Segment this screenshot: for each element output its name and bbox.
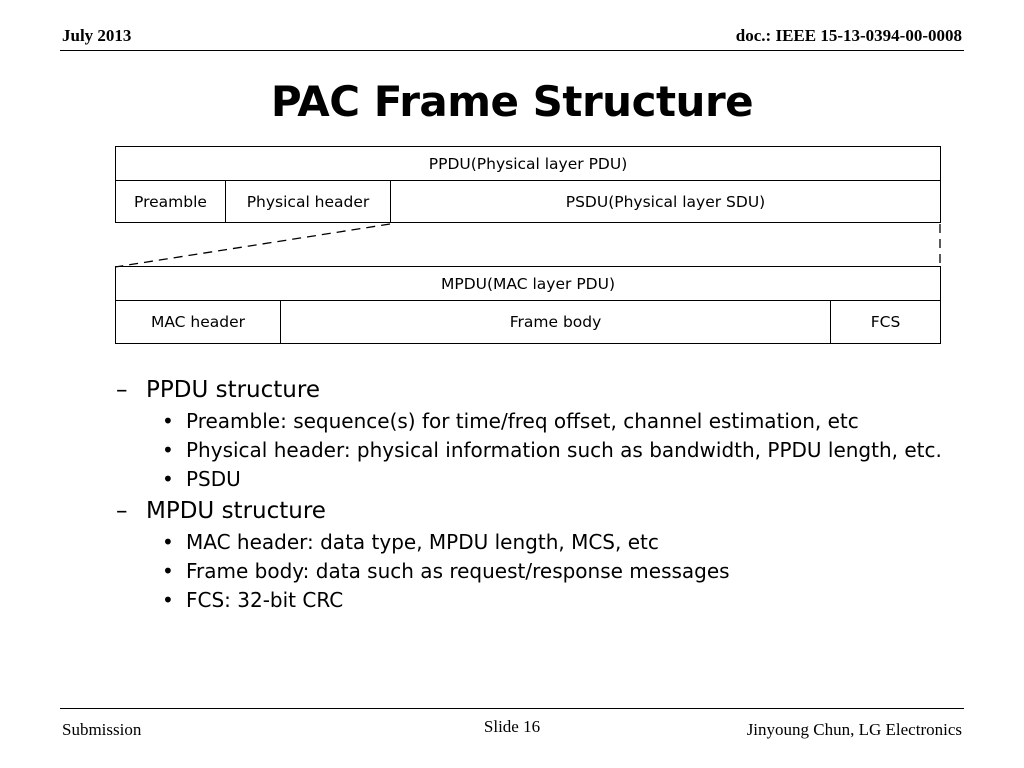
bullet-marker: • <box>162 588 174 612</box>
header-divider <box>60 50 964 51</box>
list-item-text: Physical header: physical information such as bandwidth, PPDU length, etc. <box>186 438 942 462</box>
left-dashed-connector <box>115 224 390 267</box>
mpdu-structure-text: MPDU structure <box>146 498 326 524</box>
bullet-marker: • <box>162 530 174 554</box>
slide-title: PAC Frame Structure <box>270 77 754 126</box>
list-item-text: FCS: 32-bit CRC <box>186 588 344 612</box>
list-item <box>162 530 956 555</box>
list-item-text: Preamble: sequence(s) for time/freq offset, channel estimation, etc <box>186 409 859 433</box>
preamble-box <box>115 180 226 223</box>
list-item <box>162 588 956 613</box>
ppdu-structure-text: PPDU structure <box>146 377 320 403</box>
bullet-marker: • <box>162 467 174 491</box>
fcs-box <box>830 300 941 344</box>
physical-header-label: Physical header <box>246 192 370 211</box>
footer-submission: Submission <box>62 720 142 739</box>
bullet-marker: • <box>162 409 174 433</box>
mpdu-structure-heading <box>116 498 956 524</box>
frame-body-label: Frame body <box>509 313 602 331</box>
psdu-label: PSDU(Physical layer SDU) <box>565 192 766 211</box>
ppdu-label: PPDU(Physical layer PDU) <box>428 154 628 173</box>
list-item <box>162 467 956 492</box>
mac-header-label: MAC header <box>150 313 246 331</box>
header-doc-id: doc.: IEEE 15-13-0394-00-0008 <box>735 26 962 45</box>
fcs-label: FCS <box>870 313 901 331</box>
preamble-label: Preamble <box>134 192 207 211</box>
dash-marker: – <box>116 498 128 524</box>
bullet-marker: • <box>162 438 174 462</box>
list-item-text: MAC header: data type, MPDU length, MCS, etc <box>186 530 659 554</box>
mac-header-box <box>115 300 281 344</box>
slide-number: Slide 16 <box>483 717 541 736</box>
bullet-marker: • <box>162 559 174 583</box>
ppdu-box <box>115 146 941 181</box>
list-item <box>162 438 956 463</box>
header-date: July 2013 <box>62 26 132 45</box>
list-item-text: PSDU <box>186 467 241 491</box>
bullet-list <box>116 377 956 617</box>
list-item <box>162 559 956 584</box>
mpdu-box <box>115 266 941 301</box>
dash-marker: – <box>116 377 128 403</box>
ppdu-structure-heading <box>116 377 956 403</box>
footer-author: Jinyoung Chun, LG Electronics <box>746 720 962 739</box>
list-item <box>162 409 956 434</box>
list-item-text: Frame body: data such as request/response messages <box>186 559 730 583</box>
psdu-box <box>390 180 941 223</box>
physical-header-box <box>225 180 391 223</box>
footer-divider <box>60 708 964 709</box>
mpdu-label: MPDU(MAC layer PDU) <box>441 274 615 293</box>
frame-body-box <box>280 300 831 344</box>
